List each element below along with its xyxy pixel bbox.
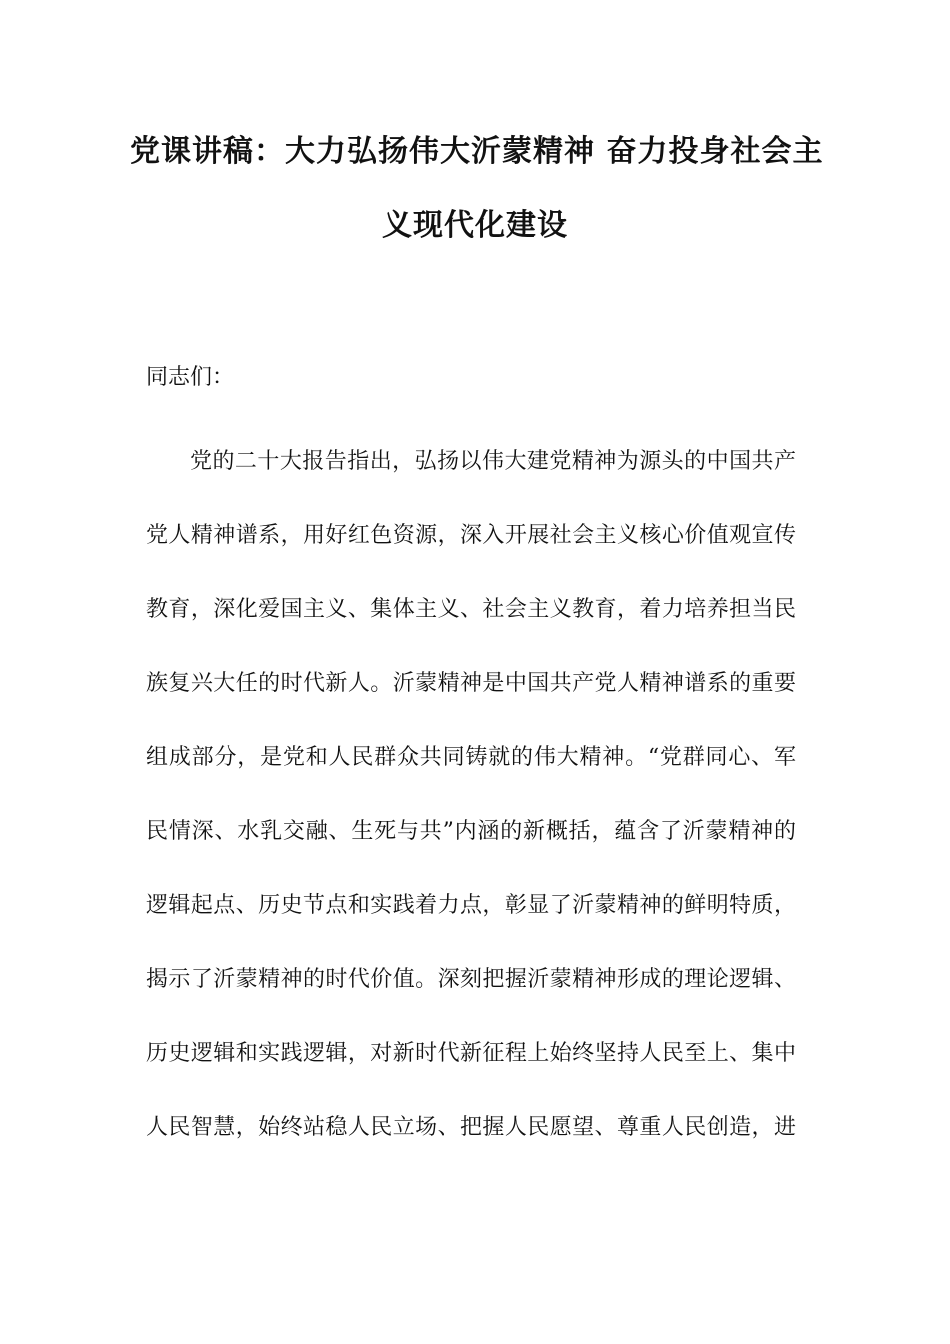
paragraph-line: 组成部分，是党和人民群众共同铸就的伟大精神。“党群同心、军 [146, 745, 796, 770]
paragraph-line: 历史逻辑和实践逻辑，对新时代新征程上始终坚持人民至上、集中 [146, 1041, 796, 1066]
paragraph-line: 教育，深化爱国主义、集体主义、社会主义教育，着力培养担当民 [146, 597, 796, 622]
document-title-line-2: 义现代化建设 [382, 208, 568, 243]
paragraph-line: 民情深、水乳交融、生死与共”内涵的新概括，蕴含了沂蒙精神的 [146, 819, 796, 844]
salutation: 同志们： [146, 365, 235, 390]
paragraph-line: 人民智慧，始终站稳人民立场、把握人民愿望、尊重人民创造，进 [146, 1115, 796, 1140]
document-title-line-1: 党课讲稿：大力弘扬伟大沂蒙精神 奋力投身社会主 [130, 134, 824, 169]
paragraph-line: 党人精神谱系，用好红色资源，深入开展社会主义核心价值观宣传 [146, 523, 796, 548]
paragraph-line: 族复兴大任的时代新人。沂蒙精神是中国共产党人精神谱系的重要 [146, 671, 796, 696]
paragraph-line: 逻辑起点、历史节点和实践着力点，彰显了沂蒙精神的鲜明特质， [146, 893, 796, 918]
paragraph-line: 党的二十大报告指出，弘扬以伟大建党精神为源头的中国共产 [190, 449, 796, 474]
paragraph-line: 揭示了沂蒙精神的时代价值。深刻把握沂蒙精神形成的理论逻辑、 [146, 967, 796, 992]
